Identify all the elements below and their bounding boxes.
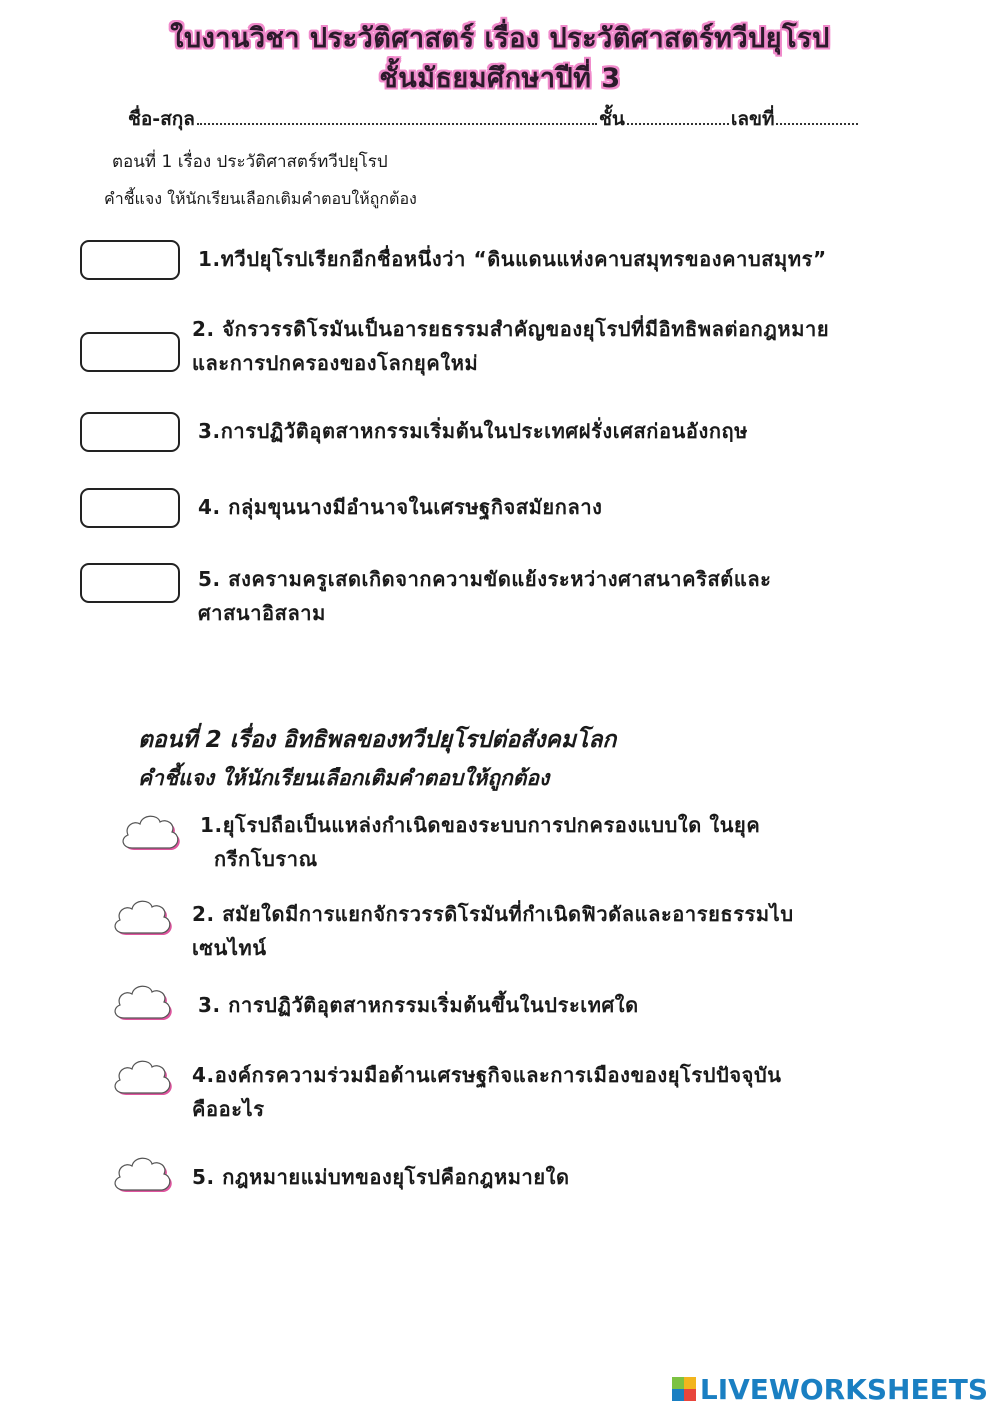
question-text: 1.ยุโรปถือเป็นแหล่งกำเนิดของระบบการปกครองแบบใด ในยุค: [200, 813, 761, 837]
question-text: 3.การปฏิวัติอุตสาหกรรมเริ่มต้นในประเทศฝรั่งเศสก่อนอังกฤษ: [198, 419, 749, 443]
part1-answer-box-5[interactable]: [80, 563, 180, 603]
part2-question-1: [200, 808, 760, 876]
number-label: เลขที่: [730, 108, 775, 130]
part1-heading: ตอนที่ 1 เรื่อง ประวัติศาสตร์ทวีปยุโรป: [112, 152, 388, 172]
question-text: 3. การปฏิวัติอุตสาหกรรมเริ่มต้นขึ้นในประเทศใด: [198, 993, 639, 1017]
part2-cloud-answer-4[interactable]: [110, 1055, 174, 1099]
student-info-line: [128, 104, 908, 134]
part1-instruction: คำชี้แจง ให้นักเรียนเลือกเติมคำตอบให้ถูกต้อง: [104, 189, 417, 208]
class-label: ชั้น: [598, 108, 625, 130]
question-text: 2. จักรวรรดิโรมันเป็นอารยธรรมสำคัญของยุโรปที่มีอิทธิพลต่อกฎหมาย: [192, 317, 830, 341]
part2-question-3: [198, 988, 639, 1022]
part2-cloud-answer-3[interactable]: [110, 980, 174, 1024]
question-text: 4.องค์กรความร่วมมือด้านเศรษฐกิจและการเมืองของยุโรปปัจจุบัน: [192, 1063, 782, 1087]
question-text: 4. กลุ่มขุนนางมีอำนาจในเศรษฐกิจสมัยกลาง: [198, 495, 603, 519]
part1-question-2: [192, 312, 829, 380]
number-blank[interactable]: [776, 107, 858, 125]
part2-instruction: คำชี้แจง ให้นักเรียนเลือกเติมคำตอบให้ถูกต้อง: [138, 766, 550, 790]
part1-question-5: [198, 562, 772, 630]
question-text-continued: และการปกครองของโลกยุคใหม่: [192, 351, 479, 375]
part2-question-2: [192, 897, 794, 965]
part1-answer-box-4[interactable]: [80, 488, 180, 528]
part2-cloud-answer-2[interactable]: [110, 895, 174, 939]
question-text-continued: กรีกโบราณ: [214, 847, 318, 871]
liveworksheets-logo: [672, 1372, 988, 1406]
part2-question-4: [192, 1058, 782, 1126]
part1-question-3: [198, 414, 748, 448]
grade-level-title: ชั้นมัธยมศึกษาปีที่ 3: [379, 63, 621, 94]
part1-answer-box-1[interactable]: [80, 240, 180, 280]
worksheet-title: ใบงานวิชา ประวัติศาสตร์ เรื่อง ประวัติศาสตร์ทวีปยุโรป: [170, 23, 830, 54]
part2-cloud-answer-1[interactable]: [118, 810, 182, 854]
liveworksheets-logo-icon: [672, 1377, 696, 1401]
part2-question-5: [192, 1160, 570, 1194]
question-text-continued: คืออะไร: [192, 1097, 265, 1121]
name-blank[interactable]: [197, 107, 597, 125]
question-text-continued: เซนไทน์: [192, 936, 267, 960]
question-text: 1.ทวีปยุโรปเรียกอีกชื่อหนึ่งว่า “ดินแดนแห่งคาบสมุทรของคาบสมุทร”: [198, 247, 827, 271]
question-text: 5. สงครามครูเสดเกิดจากความขัดแย้งระหว่างศาสนาคริสต์และ: [198, 567, 772, 591]
question-text: 5. กฎหมายแม่บทของยุโรปคือกฎหมายใด: [192, 1165, 570, 1189]
part1-answer-box-2[interactable]: [80, 332, 180, 372]
part1-question-4: [198, 490, 603, 524]
class-blank[interactable]: [627, 107, 729, 125]
question-text: 2. สมัยใดมีการแยกจักรวรรดิโรมันที่กำเนิดฟิวดัลและอารยธรรมไบ: [192, 902, 794, 926]
part1-answer-box-3[interactable]: [80, 412, 180, 452]
question-text-continued: ศาสนาอิสลาม: [198, 601, 326, 625]
part2-cloud-answer-5[interactable]: [110, 1152, 174, 1196]
part2-heading: ตอนที่ 2 เรื่อง อิทธิพลของทวีปยุโรปต่อสังคมโลก: [138, 727, 617, 753]
name-label: ชื่อ-สกุล: [128, 108, 195, 130]
liveworksheets-logo-text: LIVEWORKSHEETS: [699, 1372, 988, 1406]
part1-question-1: [198, 242, 827, 276]
